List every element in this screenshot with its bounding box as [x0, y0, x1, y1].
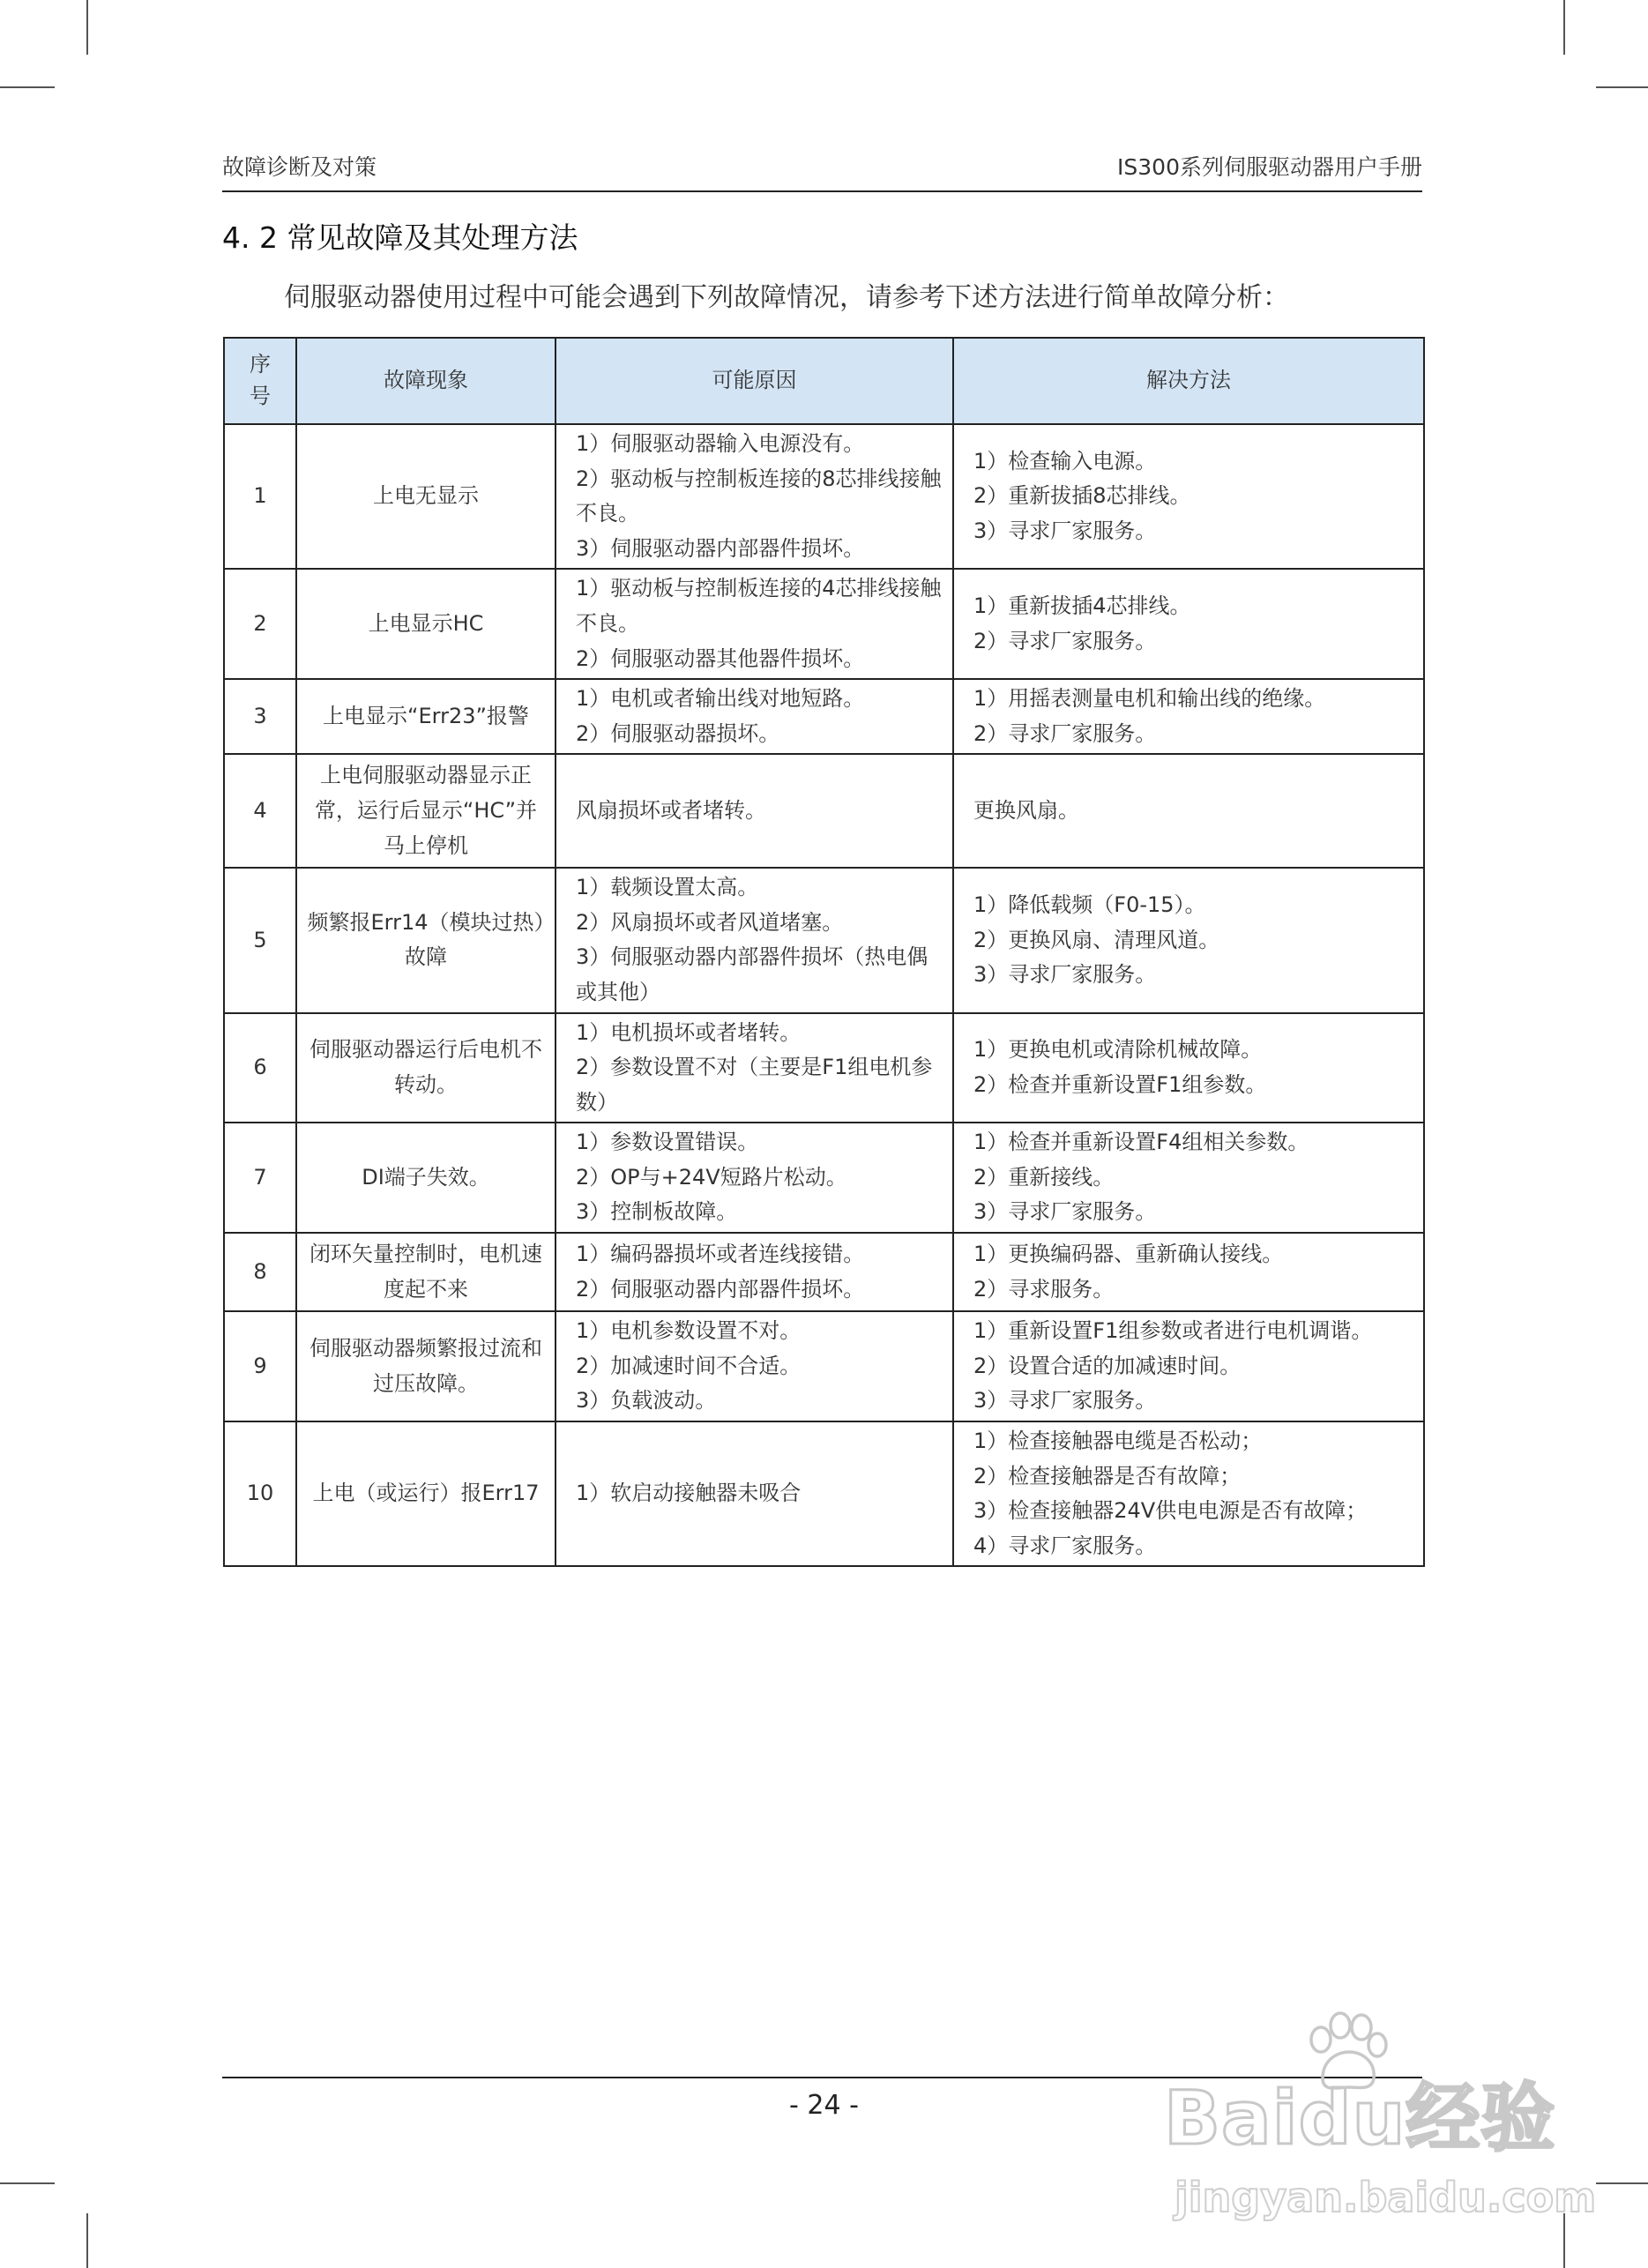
cell-no: 4 [224, 754, 296, 868]
solution-line: 2）寻求厂家服务。 [973, 628, 1157, 653]
crop-mark [1563, 2213, 1565, 2268]
paw-icon [1296, 2006, 1393, 2103]
cause-line: 3）控制板故障。 [576, 1199, 738, 1225]
table-row [224, 868, 1424, 1012]
cause-line: 2）伺服驱动器损坏。 [576, 720, 780, 746]
cause-line: 2）伺服驱动器其他器件损坏。 [576, 645, 865, 671]
solution-line: 1）降低载频（F0-15）。 [973, 892, 1206, 917]
baidu-watermark [1164, 2006, 1597, 2244]
solution-line: 1）重新设置F1组参数或者进行电机调谐。 [973, 1318, 1373, 1344]
cell-solutions [953, 424, 1424, 569]
header-solutions: 解决方法 [953, 338, 1424, 424]
fault-table [223, 337, 1425, 1567]
cell-no: 2 [224, 569, 296, 679]
solution-line: 3）寻求厂家服务。 [973, 1199, 1157, 1225]
header-manual-title: IS300系列伺服驱动器用户手册 [1117, 154, 1422, 180]
solution-line: 2）检查接触器是否有故障； [973, 1463, 1242, 1488]
cell-causes [556, 754, 953, 868]
cause-line: 1）编码器损坏或者连线接错。 [576, 1242, 865, 1267]
cell-no: 6 [224, 1013, 296, 1123]
solution-line: 2）设置合适的加减速时间。 [973, 1353, 1242, 1378]
solution-line: 2）检查并重新设置F1组参数。 [973, 1071, 1267, 1097]
cell-no: 10 [224, 1421, 296, 1566]
cause-line: 2）伺服驱动器内部器件损坏。 [576, 1276, 865, 1302]
crop-mark [1596, 86, 1648, 88]
cell-no: 9 [224, 1311, 296, 1421]
footer-rule [222, 2077, 1422, 2078]
solution-line: 2）重新接线。 [973, 1164, 1115, 1190]
solution-line: 1）更换电机或清除机械故障。 [973, 1037, 1263, 1063]
cell-causes [556, 1421, 953, 1566]
solution-line: 2）重新拔插8芯排线。 [973, 483, 1191, 509]
cell-symptom: 上电显示HC [296, 569, 556, 679]
table-row [224, 1311, 1424, 1421]
cause-line: 1）伺服驱动器输入电源没有。 [576, 431, 865, 456]
header-causes: 可能原因 [556, 338, 953, 424]
solution-line: 1）检查接触器电缆是否松动； [973, 1429, 1263, 1454]
solution-line: 1）更换编码器、重新确认接线。 [973, 1242, 1284, 1267]
cell-no: 1 [224, 424, 296, 569]
table-row [224, 569, 1424, 679]
cause-line: 1）载频设置太高。 [576, 875, 759, 900]
cell-causes [556, 679, 953, 754]
cell-solutions [953, 868, 1424, 1012]
cell-solutions [953, 754, 1424, 868]
cell-solutions [953, 679, 1424, 754]
page-number: - 24 - [789, 2090, 859, 2121]
cell-symptom: 上电伺服驱动器显示正常，运行后显示“HC”并马上停机 [296, 754, 556, 868]
table-row [224, 424, 1424, 569]
solution-line: 3）检查接触器24V供电电源是否有故障； [973, 1498, 1368, 1524]
cell-symptom: 频繁报Err14（模块过热）故障 [296, 868, 556, 1012]
cell-symptom: 闭环矢量控制时，电机速度起不来 [296, 1233, 556, 1311]
solution-line: 3）寻求厂家服务。 [973, 1388, 1157, 1414]
table-row [224, 1421, 1424, 1566]
solution-line: 更换风扇。 [973, 797, 1079, 823]
cell-solutions [953, 1123, 1424, 1233]
table-row [224, 754, 1424, 868]
intro-paragraph: 伺服驱动器使用过程中可能会遇到下列故障情况，请参考下述方法进行简单故障分析： [284, 282, 1289, 313]
cell-no: 5 [224, 868, 296, 1012]
cause-line: 1）电机或者输出线对地短路。 [576, 686, 865, 712]
cause-line: 3）伺服驱动器内部器件损坏（热电偶或其他） [576, 944, 928, 1004]
crop-mark [0, 86, 55, 88]
solution-line: 1）检查并重新设置F4组相关参数。 [973, 1130, 1309, 1155]
cause-line: 2）参数设置不对（主要是F1组电机参数） [576, 1055, 933, 1115]
cell-solutions [953, 1013, 1424, 1123]
cell-symptom: 上电（或运行）报Err17 [296, 1421, 556, 1566]
cell-solutions [953, 1233, 1424, 1311]
crop-mark [1596, 2182, 1648, 2184]
table-row [224, 679, 1424, 754]
cell-causes [556, 424, 953, 569]
cell-solutions [953, 569, 1424, 679]
cause-line: 3）负载波动。 [576, 1388, 717, 1414]
solution-line: 1）检查输入电源。 [973, 448, 1157, 474]
solution-line: 2）寻求服务。 [973, 1276, 1115, 1302]
cell-no: 3 [224, 679, 296, 754]
table-row [224, 1233, 1424, 1311]
cause-line: 2）OP与+24V短路片松动。 [576, 1164, 847, 1190]
cause-line: 1）电机损坏或者堵转。 [576, 1019, 802, 1045]
cell-symptom: DI端子失效。 [296, 1123, 556, 1233]
cell-no: 7 [224, 1123, 296, 1233]
header-no: 序号 [224, 338, 296, 424]
cause-line: 1）驱动板与控制板连接的4芯排线接触不良。 [576, 576, 942, 636]
watermark-url: jingyan.baidu.com [1174, 2174, 1597, 2221]
table-header-row [224, 338, 1424, 424]
cause-line: 2）加减速时间不合适。 [576, 1353, 802, 1378]
cell-no: 8 [224, 1233, 296, 1311]
cell-causes [556, 1123, 953, 1233]
header-symptom: 故障现象 [296, 338, 556, 424]
cell-symptom: 上电无显示 [296, 424, 556, 569]
crop-mark [1563, 0, 1565, 55]
cell-causes [556, 1311, 953, 1421]
crop-mark [86, 0, 88, 55]
cell-solutions [953, 1311, 1424, 1421]
cell-causes [556, 569, 953, 679]
table-row [224, 1123, 1424, 1233]
cause-line: 1）电机参数设置不对。 [576, 1318, 802, 1344]
cell-symptom: 伺服驱动器运行后电机不转动。 [296, 1013, 556, 1123]
cause-line: 1）软启动接触器未吸合 [576, 1481, 802, 1506]
cell-causes [556, 1233, 953, 1311]
cause-line: 风扇损坏或者堵转。 [576, 797, 766, 823]
solution-line: 3）寻求厂家服务。 [973, 962, 1157, 988]
cell-solutions [953, 1421, 1424, 1566]
crop-mark [86, 2213, 88, 2268]
cell-symptom: 上电显示“Err23”报警 [296, 679, 556, 754]
cause-line: 2）驱动板与控制板连接的8芯排线接触不良。 [576, 466, 942, 526]
solution-line: 1）用摇表测量电机和输出线的绝缘。 [973, 686, 1326, 712]
header-chapter: 故障诊断及对策 [222, 154, 377, 180]
cell-causes [556, 868, 953, 1012]
section-title: 4. 2 常见故障及其处理方法 [222, 220, 578, 255]
solution-line: 2）更换风扇、清理风道。 [973, 927, 1220, 952]
watermark-brand: Baidu经验 [1164, 2075, 1556, 2161]
cause-line: 1）参数设置错误。 [576, 1130, 759, 1155]
cause-line: 2）风扇损坏或者风道堵塞。 [576, 909, 844, 935]
cell-causes [556, 1013, 953, 1123]
table-row [224, 1013, 1424, 1123]
solution-line: 1）重新拔插4芯排线。 [973, 593, 1191, 619]
solution-line: 2）寻求厂家服务。 [973, 720, 1157, 746]
solution-line: 4）寻求厂家服务。 [973, 1533, 1157, 1558]
page-header [222, 141, 1422, 192]
crop-mark [0, 2182, 55, 2184]
cause-line: 3）伺服驱动器内部器件损坏。 [576, 535, 865, 561]
solution-line: 3）寻求厂家服务。 [973, 518, 1157, 543]
cell-symptom: 伺服驱动器频繁报过流和过压故障。 [296, 1311, 556, 1421]
